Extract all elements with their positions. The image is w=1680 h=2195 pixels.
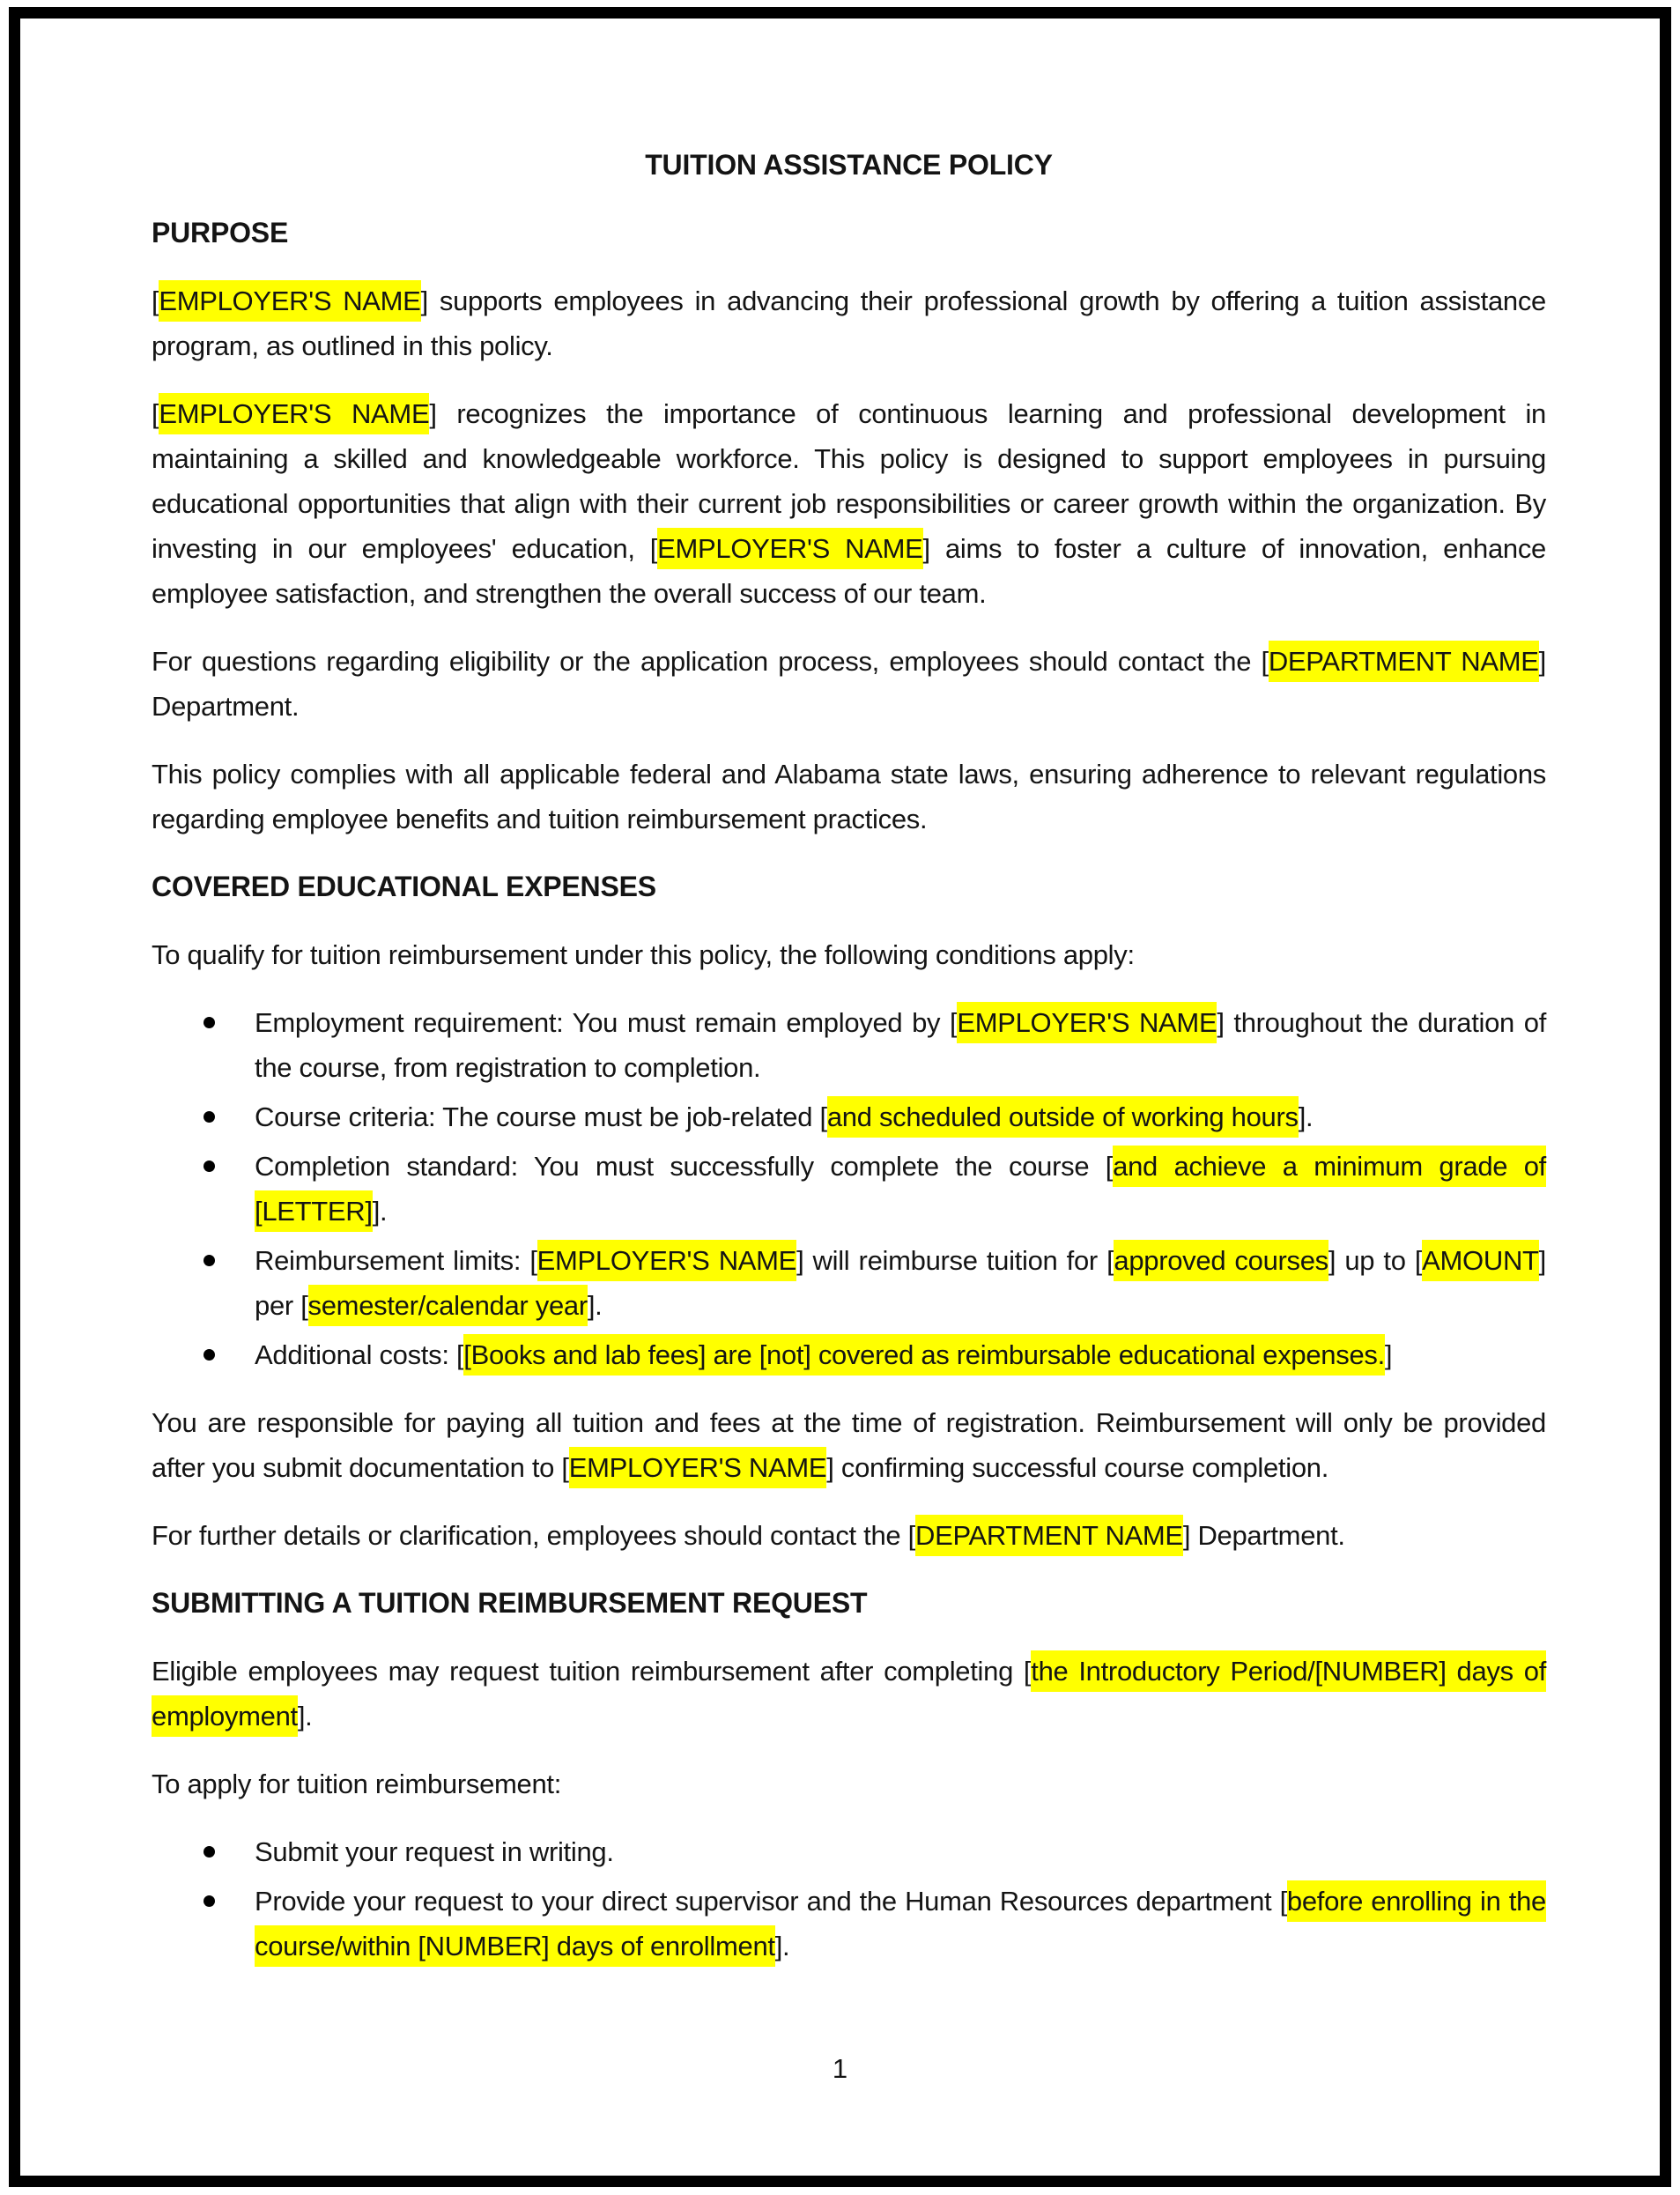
bullet-item [255,1144,1546,1234]
text-run: ] will reimburse tuition for [ [796,1245,1114,1276]
highlighted-placeholder: and achieve a minimum grade of [LETTER] [255,1146,1546,1232]
policy-paragraph [152,391,1546,616]
bullet-item [255,1879,1546,1969]
text-run: ] throughout the duration of the course, from registration to completion. [255,1007,1547,1083]
text-run: ] [1384,1339,1393,1370]
bullet-list-conditions [152,1000,1546,1377]
highlighted-placeholder: EMPLOYER'S NAME [569,1447,827,1488]
highlighted-placeholder: DEPARTMENT NAME [1269,641,1539,682]
policy-paragraph [152,1649,1546,1739]
text-run: [ [152,285,159,316]
highlighted-placeholder: before enrolling in the course/within [NUMBER] days of enrollment [255,1880,1546,1967]
section-heading-purpose: PURPOSE [152,217,289,248]
text-run: Completion standard: You must successfully complete the course [ [255,1151,1114,1182]
text-run: Submit your request in writing. [255,1836,614,1867]
policy-paragraph [152,1513,1546,1558]
bullet-item [255,1238,1546,1328]
text-run: ] supports employees in advancing their professional growth by offering a tuition assistance program, as outlined in this policy. [152,285,1546,361]
text-run: For further details or clarification, employees should contact the [ [152,1520,915,1551]
text-run: To qualify for tuition reimbursement under this policy, the following conditions apply: [152,939,1135,970]
highlighted-placeholder: and scheduled outside of working hours [827,1096,1299,1138]
highlighted-placeholder: EMPLOYER'S NAME [537,1240,796,1281]
text-run: ]. [1298,1101,1314,1132]
text-run: ] per [ [255,1245,1546,1321]
section-heading-covered-expenses: COVERED EDUCATIONAL EXPENSES [152,871,656,902]
text-run: Eligible employees may request tuition reimbursement after completing [ [152,1656,1032,1687]
text-run: Additional costs: [ [255,1339,464,1370]
policy-paragraph [152,639,1546,729]
text-run: ] Department. [1182,1520,1345,1551]
text-run: Provide your request to your direct supervisor and the Human Resources department [ [255,1886,1287,1917]
text-run: ]. [587,1290,603,1321]
text-run: ]. [297,1701,313,1732]
text-run: ] recognizes the importance of continuous learning and professional development in maintaining a skilled and knowledgeable workforce. This policy is designed to support employees in pursuing educational opportunities that align with their current job responsibilities or career growth within the organization. By investing in our employees' education, [ [152,398,1546,564]
highlighted-placeholder: the Introductory Period/[NUMBER] days of employment [152,1650,1546,1737]
highlighted-placeholder: EMPLOYER'S NAME [159,280,420,322]
highlighted-placeholder: EMPLOYER'S NAME [159,393,429,434]
policy-paragraph [152,1400,1546,1490]
document-title: TUITION ASSISTANCE POLICY [645,149,1053,181]
highlighted-placeholder: AMOUNT [1422,1240,1539,1281]
bullet-item [255,1000,1546,1090]
text-run: This policy complies with all applicable federal and Alabama state laws, ensuring adherence to relevant regulations regarding employee benefits and tuition reimbursement practices. [152,759,1546,834]
page-number: 1 [832,2053,848,2084]
text-run: ] aims to foster a culture of innovation, enhance employee satisfaction, and strengthen the overall success of our team. [152,533,1546,609]
text-run: [ [152,398,159,429]
policy-paragraph [152,932,1546,977]
bullet-item [255,1829,1546,1874]
highlighted-placeholder: semester/calendar year [308,1285,588,1326]
text-run: Course criteria: The course must be job-related [ [255,1101,827,1132]
highlighted-placeholder: EMPLOYER'S NAME [957,1002,1217,1043]
bullet-item [255,1332,1546,1377]
text-run: ]. [774,1931,790,1961]
policy-paragraph [152,752,1546,842]
bullet-list-apply-steps [152,1829,1546,1969]
text-run: ] up to [ [1328,1245,1423,1276]
highlighted-placeholder: approved courses [1114,1240,1328,1281]
text-run: To apply for tuition reimbursement: [152,1769,562,1799]
highlighted-placeholder: EMPLOYER'S NAME [657,528,922,569]
highlighted-placeholder: DEPARTMENT NAME [915,1515,1183,1556]
section-heading-submitting-request: SUBMITTING A TUITION REIMBURSEMENT REQUEST [152,1587,868,1619]
policy-paragraph [152,1761,1546,1806]
text-run: Employment requirement: You must remain employed by [ [255,1007,958,1038]
text-run: ] Department. [152,646,1546,722]
text-run: Reimbursement limits: [ [255,1245,537,1276]
text-run: ]. [372,1196,388,1227]
policy-paragraph [152,278,1546,368]
bullet-item [255,1094,1546,1139]
text-run: For questions regarding eligibility or the application process, employees should contact the [ [152,646,1269,677]
highlighted-placeholder: [Books and lab fees] are [not] covered as reimbursable educational expenses. [463,1334,1385,1376]
text-run: You are responsible for paying all tuition and fees at the time of registration. Reimbursement will only be provided after you submit documentation to [ [152,1407,1546,1483]
text-run: ] confirming successful course completion. [826,1452,1329,1483]
